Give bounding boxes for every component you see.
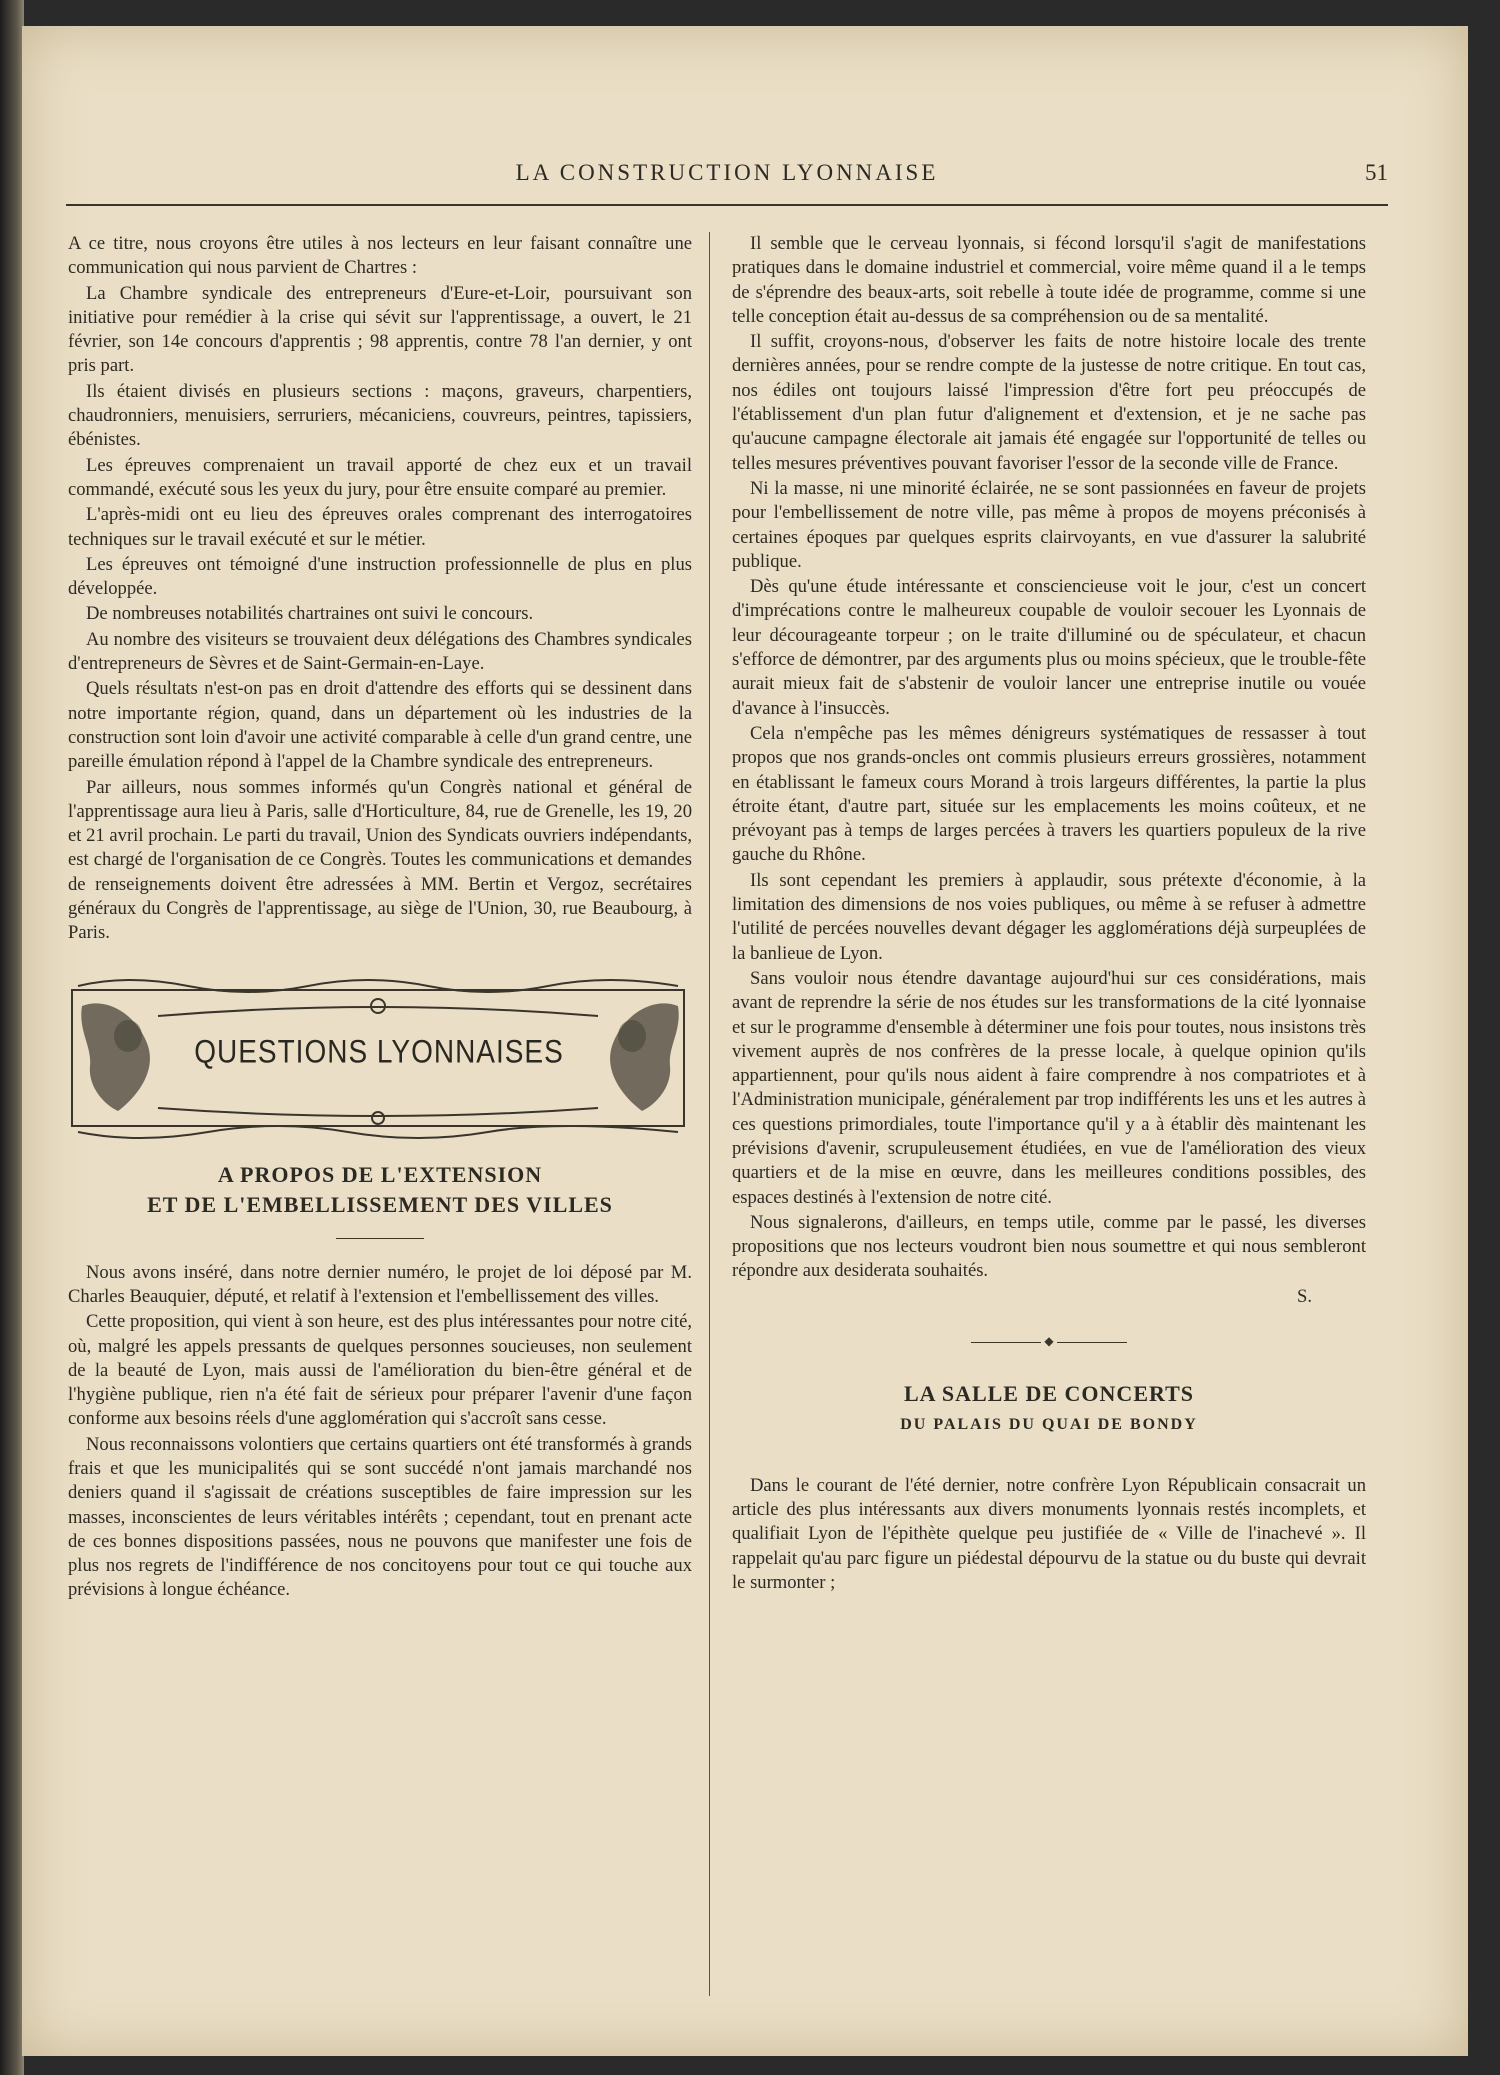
page-number: 51: [1365, 160, 1388, 185]
paragraph: Dans le courant de l'été dernier, notre confrère Lyon Républicain consacrait un article des plus intéressants aux divers monuments lyonnais restés incomplets, et qualifiait Lyon de l'épithète quelque peu justifiée de « Ville de l'inachevé ». Il rappelait qu'au parc figure un piédestal dépourvu de la statue ou du buste qui devrait le surmonter ;: [732, 1474, 1366, 1593]
paragraph: Nous avons inséré, dans notre dernier numéro, le projet de loi déposé par M. Charles Beauquier, député, et relatif à l'extension et l'embellissement des villes.: [68, 1261, 692, 1307]
paragraph: A ce titre, nous croyons être utiles à nos lecteurs en leur faisant connaître une communication qui nous parvient de Chartres :: [68, 233, 692, 279]
paragraph: Il suffit, croyons-nous, d'observer les faits de notre histoire locale des trente dernières années, pour se rendre compte de la justesse de notre critique. En tout cas, nos édiles ont toujours laissé l'impression d'être fort peu préoccupés de l'établissement d'un plan futur d'alignement et d'extension, et je ne sache pas qu'aucune campagne électorale ait jamais été engagée sur l'opportunité de telles ou telles mesures préventives pouvant favoriser l'essor de la seconde ville de France.: [732, 331, 1366, 474]
article-title-line1: A PROPOS DE L'EXTENSION: [217, 1161, 543, 1187]
journal-title: LA CONSTRUCTION LYONNAISE: [515, 160, 939, 185]
signature-line: [732, 1285, 1366, 1309]
diamond-ornament-icon: ◆: [1044, 1334, 1054, 1349]
section-ornament: [732, 1329, 1366, 1353]
paragraph: De nombreuses notabilités chartraines ont suivi le concours.: [86, 603, 534, 625]
page-header: [66, 130, 1388, 200]
paragraph: Les épreuves comprenaient un travail apporté de chez eux et un travail commandé, exécuté sous les yeux du jury, pour être ensuite comparé au premier.: [68, 454, 692, 500]
paragraph: Nous signalerons, d'ailleurs, en temps utile, comme par le passé, les diverses propositions que nos lecteurs voudront bien nous soumettre et qui nous sembleront répondre aux desiderata souhaités.: [732, 1211, 1366, 1282]
left-column: [68, 232, 692, 1604]
paragraph: Ni la masse, ni une minorité éclairée, ne se sont passionnées en faveur de projets pour l'embellissement de notre ville, pas même à propos de moyens préconisés à certaines époques par quelques esprits clairvoyants, en vue d'assurer la salubrité publique.: [732, 477, 1366, 572]
paragraph: Dès qu'une étude intéressante et consciencieuse voit le jour, c'est un concert d'imprécations contre le malheureux coupable de vouloir secouer les Lyonnais de leur décourageante torpeur ; on le traite d'illuminé ou de spéculateur, et chacun s'efforce de démontrer, par des arguments plus ou moins spécieux, que le trouble-fête aurait mieux fait de s'abstenir de vouloir lancer une entreprise inutile ou vouée d'avance à l'insuccès.: [732, 576, 1366, 719]
newspaper-page: [22, 26, 1468, 2056]
article2-title: LA SALLE DE CONCERTS: [903, 1381, 1195, 1407]
paragraph: La Chambre syndicale des entrepreneurs d'Eure-et-Loir, poursuivant son initiative pour remédier à la crise qui sévit sur l'apprentissage, a ouvert, le 21 février, son 14e concours d'apprentis ; 98 apprentis, contre 78 l'an dernier, y ont pris part.: [68, 282, 692, 377]
author-signature: S.: [1297, 1285, 1312, 1307]
questions-lyonnaises-banner: [68, 976, 692, 1140]
paragraph: L'après-midi ont eu lieu des épreuves orales comprenant des interrogatoires techniques sur le travail exécuté et sur le métier.: [68, 504, 692, 550]
title-rule: [336, 1238, 424, 1239]
paragraph: Les épreuves ont témoigné d'une instruction professionnelle de plus en plus développée.: [68, 553, 692, 600]
paragraph: Au nombre des visiteurs se trouvaient deux délégations des Chambres syndicales d'entrepreneurs de Sèvres et de Saint-Germain-en-Laye.: [68, 628, 692, 675]
paragraph: Il semble que le cerveau lyonnais, si fécond lorsqu'il s'agit de manifestations pratiques dans le domaine industriel et commercial, voire même quand il a le temps de s'éprendre des beaux-arts, soit rebelle à toute idée de programme, comme si une telle conception était au-dessus de sa compréhension ou de sa mentalité.: [732, 233, 1366, 327]
article-title-line2: ET DE L'EMBELLISSEMENT DES VILLES: [147, 1191, 613, 1217]
paragraph: Quels résultats n'est-on pas en droit d'attendre des efforts qui se dessinent dans notre importante région, quand, dans un département où les industries de la construction sont loin d'avoir une activité comparable à celle d'un grand centre, une pareille émulation répond à l'appel de la Chambre syndicale des entrepreneurs.: [68, 678, 692, 773]
banner-title: QUESTIONS LYONNAISES: [194, 1033, 564, 1069]
article2-subtitle: DU PALAIS DU QUAI DE BONDY: [900, 1416, 1198, 1434]
paragraph: Cette proposition, qui vient à son heure, est des plus intéressantes pour notre cité, où, malgré les appels pressants de quelques personnes soucieuses, non seulement de la beauté de Lyon, mais aussi de l'amélioration du bien-être général et de l'hygiène publique, rien n'a été fait de sérieux pour préparer l'avenir d'une façon conforme aux besoins réels d'une agglomération qui s'accroît sans cesse.: [68, 1311, 692, 1430]
book-spine: [0, 0, 24, 2075]
paragraph: Cela n'empêche pas les mêmes dénigreurs systématiques de ressasser à tout propos que nos grands-oncles ont commis plusieurs erreurs grossières, notamment en établissant le fameux cours Morand à trois largeurs différentes, la partie la plus étroite étant, d'autre part, située sur les emplacements les moins coûteux, et ne prévoyant pas à temps de larges percées à travers les quartiers populeux de la rive gauche du Rhône.: [732, 722, 1366, 866]
paragraph: Par ailleurs, nous sommes informés qu'un Congrès national et général de l'apprentissage aura lieu à Paris, salle d'Horticulture, 84, rue de Grenelle, les 19, 20 et 21 avril prochain. Le parti du travail, Union des Syndicats ouvriers indépendants, est chargé de l'organisation de ce Congrès. Toutes les communications et demandes de renseignements doivent être adressées à MM. Bertin et Vergoz, secrétaires généraux du Congrès de l'apprentissage, au siège de l'Union, 30, rue Beaubourg, à Paris.: [68, 776, 692, 944]
paragraph: Ils sont cependant les premiers à applaudir, sous prétexte d'économie, à la limitation des dimensions de nos voies publiques, ou même à se refuser à admettre l'utilité de percées nouvelles devant dégager les agglomérations déjà surpeuplées de la banlieue de Lyon.: [732, 869, 1366, 964]
header-rule: [66, 204, 1388, 206]
right-column: [732, 232, 1366, 1596]
paragraph: Ils étaient divisés en plusieurs sections : maçons, graveurs, charpentiers, chaudronniers, menuisiers, serruriers, mécaniciens, couvreurs, peintres, tapissiers, ébénistes.: [68, 380, 692, 451]
paragraph: Nous reconnaissons volontiers que certains quartiers ont été transformés à grands frais et que les municipalités qui se sont succédé n'ont jamais marchandé nos deniers quand il s'agissait de créations susceptibles de faire impression sur les masses, inconscientes de leurs véritables intérêts ; cependant, tout en prenant acte de ces bonnes dispositions passées, nous ne pouvons que manifester une fois de plus nos regrets de l'indifférence de nos concitoyens pour tout ce qui touche aux prévisions à longue échéance.: [68, 1433, 692, 1601]
paragraph: Sans vouloir nous étendre davantage aujourd'hui sur ces considérations, mais avant de reprendre la série de nos études sur les transformations de la cité lyonnaise et sur le programme d'ensemble à déterminer une fois pour toutes, nous insistons très vivement auprès de nos confrères de la presse locale, à quelque opinion qu'ils appartiennent, pour qu'ils nous aident à faire comprendre à nos compatriotes et à l'Administration municipale, généralement par trop indifférents les uns et les autres à ces questions primordiales, toute l'importance qu'il y a à établir dès maintenant les prévisions d'avenir, scrupuleusement étudiées, en vue de l'amélioration des vieux quartiers et de la mise en œuvre, dans les meilleures conditions possibles, des espaces destinés à l'extension de notre cité.: [732, 967, 1366, 1208]
column-divider: [709, 232, 710, 1996]
